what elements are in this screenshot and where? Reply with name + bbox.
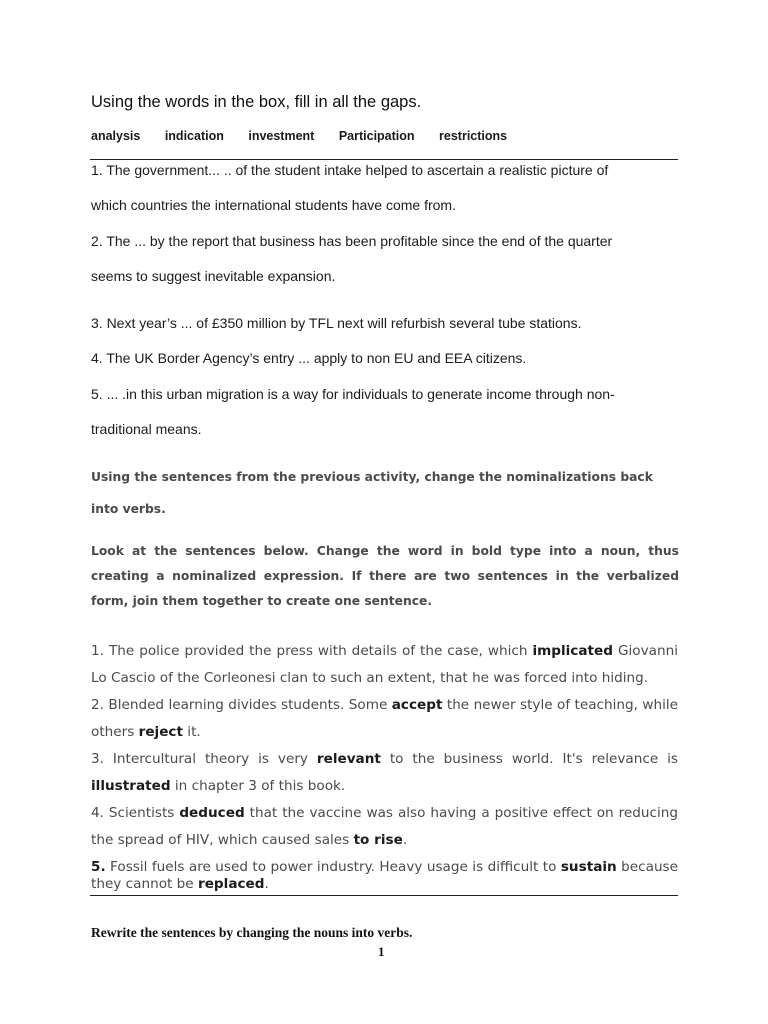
sentence-number: 5.: [91, 859, 106, 875]
bold-word: accept: [391, 697, 443, 713]
word-box-item: indication: [164, 129, 224, 143]
nominalize-sentence-4: 4. Scientists deduced that the vaccine was also having a positive effect on reducing the spread of HIV, which caused sales to rise.: [91, 805, 678, 848]
bold-word: to rise: [353, 832, 403, 848]
gap-sentence-line: 2. The ... by the report that business has been profitable since the end of the quarter: [91, 233, 613, 249]
gap-sentence-1: [91, 153, 681, 223]
nominalize-sentence-3: 3. Intercultural theory is very relevant to the business world. It's relevance is illustrated in chapter 3 of this book.: [91, 751, 678, 794]
page-number: 1: [378, 944, 385, 959]
gap-sentence-4: 4. The UK Border Agency’s entry ... apply to non EU and EEA citizens.: [91, 350, 527, 366]
bold-word: illustrated: [91, 778, 171, 794]
word-box: [91, 129, 528, 143]
gap-sentence-5: [91, 377, 681, 447]
instruction-nouns: Look at the sentences below. Change the word in bold type into a noun, thus creating a nominalized expression. If there are two sentences in the verbalized form, join them together to create one sentence.: [91, 544, 679, 608]
bold-word: reject: [138, 724, 183, 740]
word-box-item: investment: [248, 129, 315, 143]
nominalize-sentence-5: 5. Fossil fuels are used to power industry. Heavy usage is difficult to sustain because they cannot be replaced.: [91, 859, 679, 892]
instruction-verbs: Using the sentences from the previous activity, change the nominalizations back into verbs.: [91, 470, 653, 516]
gap-sentence-3: 3. Next year’s ... of £350 million by TFL next will refurbish several tube stations.: [91, 315, 582, 331]
word-box-item: analysis: [91, 129, 141, 143]
bold-word: replaced: [198, 876, 265, 892]
gap-sentence-line: 1. The government... .. of the student intake helped to ascertain a realistic picture of: [91, 162, 609, 178]
gap-sentence-line: traditional means.: [91, 421, 202, 437]
nominalize-sentence-1: 1. The police provided the press with details of the case, which implicated Giovanni Lo Cascio of the Corleonesi clan to such an extent, that he was forced into hiding.: [91, 643, 678, 686]
nominalize-sentence-2: 2. Blended learning divides students. Some accept the newer style of teaching, while others reject it.: [91, 697, 678, 740]
section-divider: [90, 895, 678, 896]
bold-word: sustain: [560, 859, 617, 875]
bold-word: implicated: [532, 643, 613, 659]
bold-word: relevant: [316, 751, 381, 767]
word-box-item: restrictions: [439, 129, 508, 143]
gap-sentence-2: [91, 224, 681, 294]
gap-sentence-line: seems to suggest inevitable expansion.: [91, 268, 336, 284]
bold-word: deduced: [179, 805, 245, 821]
instruction-rewrite: Rewrite the sentences by changing the nouns into verbs.: [91, 925, 413, 940]
exercise-title: Using the words in the box, fill in all the gaps.: [91, 93, 422, 111]
gap-sentence-line: which countries the international students have come from.: [91, 197, 456, 213]
gap-sentence-line: 5. ... .in this urban migration is a way for individuals to generate income through non-: [91, 386, 615, 402]
word-box-item: Participation: [338, 129, 415, 143]
